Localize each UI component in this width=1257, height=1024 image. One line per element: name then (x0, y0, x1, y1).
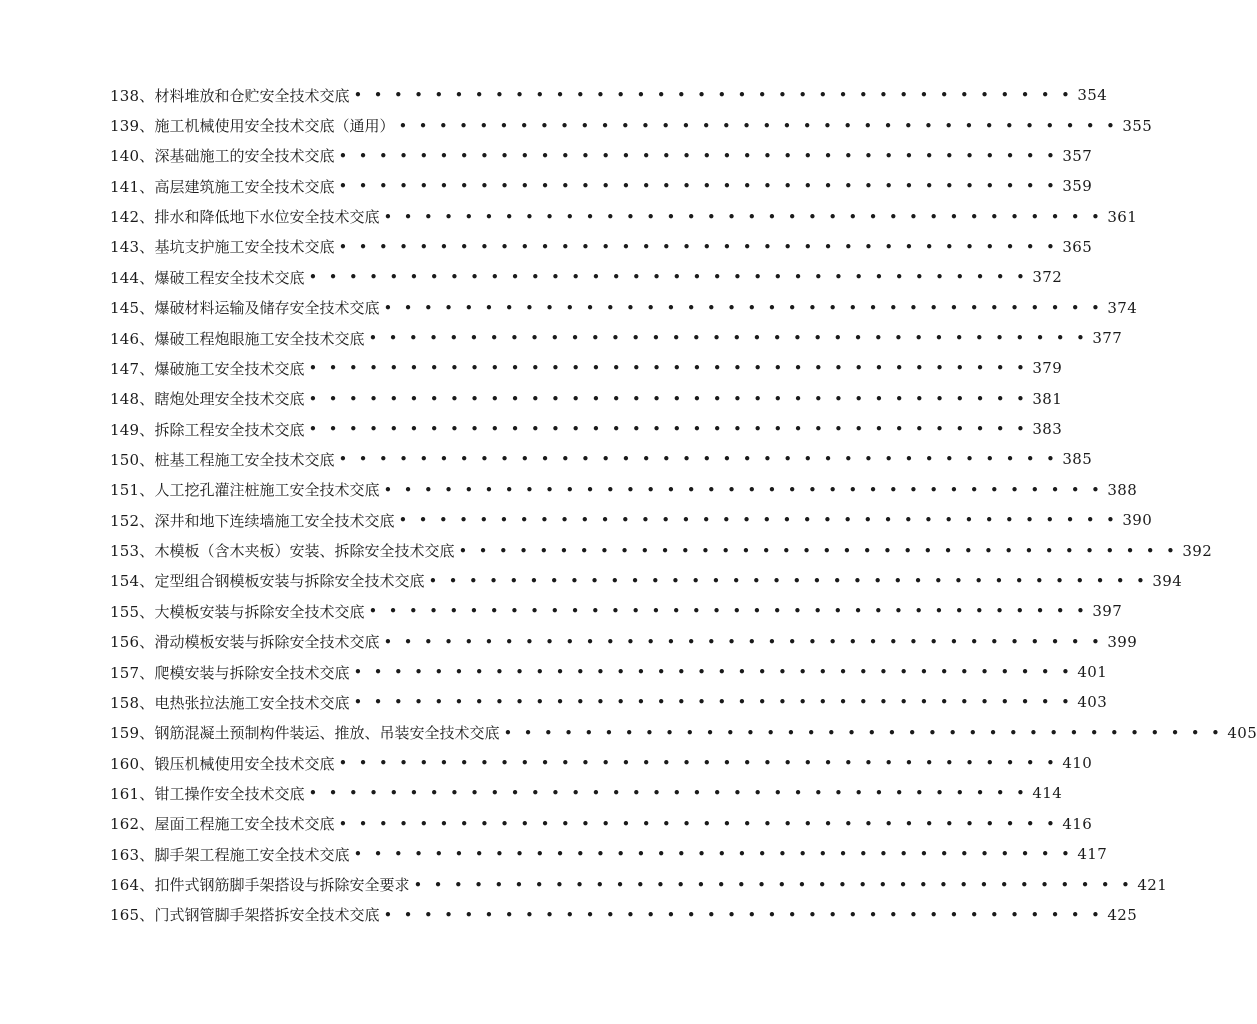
toc-entry-number: 155、 (110, 602, 155, 621)
toc-entry[interactable] (110, 353, 1063, 383)
toc-entry-title: 爆破施工安全技术交底 (154, 359, 305, 378)
toc-entry-page-number: 365 (1062, 237, 1093, 256)
toc-entry-number: 163、 (110, 845, 155, 864)
toc-entry[interactable] (110, 596, 1123, 626)
toc-entry-number: 160、 (110, 754, 155, 773)
toc-entry-page-number: 405 (1227, 723, 1257, 742)
toc-dot-leader: • • • • • • • • • • • • • • • • • • • • • • • • • • • • • • • • • • • • (368, 329, 1089, 348)
toc-dot-leader: • • • • • • • • • • • • • • • • • • • • • • • • • • • • • • • • • • • • (338, 177, 1059, 196)
toc-dot-leader: • • • • • • • • • • • • • • • • • • • • • • • • • • • • • • • • • • • • (338, 237, 1059, 256)
toc-entry-number: 154、 (110, 572, 155, 591)
toc-entry[interactable] (110, 809, 1093, 839)
toc-entry-number: 141、 (110, 177, 155, 196)
toc-entry-number: 158、 (110, 693, 155, 712)
toc-dot-leader: • • • • • • • • • • • • • • • • • • • • • • • • • • • • • • • • • • • • (383, 207, 1104, 226)
toc-entry-title: 瞎炮处理安全技术交底 (154, 390, 305, 409)
toc-entry-number: 148、 (110, 390, 155, 409)
toc-entry[interactable] (110, 839, 1108, 869)
toc-dot-leader: • • • • • • • • • • • • • • • • • • • • • • • • • • • • • • • • • • • • (353, 845, 1074, 864)
toc-entry-title: 定型组合钢模板安装与拆除安全技术交底 (154, 572, 425, 591)
toc-dot-leader: • • • • • • • • • • • • • • • • • • • • • • • • • • • • • • • • • • • • (398, 511, 1119, 530)
toc-entry[interactable] (110, 262, 1063, 292)
toc-entry-number: 161、 (110, 784, 155, 803)
toc-entry-number: 139、 (110, 117, 155, 136)
toc-entry-page-number: 390 (1122, 511, 1153, 530)
toc-dot-leader: • • • • • • • • • • • • • • • • • • • • • • • • • • • • • • • • • • • • (413, 875, 1134, 894)
toc-entry-page-number: 377 (1092, 329, 1123, 348)
toc-entry[interactable] (110, 414, 1063, 444)
toc-dot-leader: • • • • • • • • • • • • • • • • • • • • • • • • • • • • • • • • • • • • (353, 663, 1074, 681)
toc-dot-leader: • • • • • • • • • • • • • • • • • • • • • • • • • • • • • • • • • • • • (368, 602, 1089, 621)
toc-dot-leader: • • • • • • • • • • • • • • • • • • • • • • • • • • • • • • • • • • • • (338, 754, 1059, 773)
toc-entry-number: 159、 (110, 724, 155, 743)
toc-entry-title: 脚手架工程施工安全技术交底 (154, 845, 350, 864)
toc-entry-title: 钳工操作安全技术交底 (154, 784, 305, 803)
toc-entry-number: 156、 (110, 633, 155, 652)
toc-entry[interactable] (110, 748, 1093, 778)
toc-entry-number: 164、 (110, 876, 155, 895)
toc-dot-leader: • • • • • • • • • • • • • • • • • • • • • • • • • • • • • • • • • • • • (383, 298, 1104, 317)
toc-entry-number: 152、 (110, 511, 155, 530)
toc-entry[interactable] (110, 384, 1063, 414)
toc-dot-leader: • • • • • • • • • • • • • • • • • • • • • • • • • • • • • • • • • • • • (338, 450, 1059, 469)
toc-entry-page-number: 374 (1107, 298, 1138, 317)
toc-entry-page-number: 425 (1107, 905, 1138, 924)
toc-entry-title: 爆破工程安全技术交底 (154, 268, 305, 287)
toc-entry-title: 材料堆放和仓贮安全技术交底 (154, 86, 350, 105)
toc-entry-title: 拆除工程安全技术交底 (154, 420, 305, 439)
toc-entry-title: 深井和地下连续墙施工安全技术交底 (154, 511, 395, 530)
toc-dot-leader: • • • • • • • • • • • • • • • • • • • • • • • • • • • • • • • • • • • • (338, 146, 1059, 165)
toc-entry[interactable] (110, 293, 1138, 323)
toc-entry-title: 桩基工程施工安全技术交底 (154, 450, 335, 469)
toc-entry-number: 144、 (110, 268, 155, 287)
toc-entry-title: 门式钢管脚手架搭拆安全技术交底 (154, 906, 380, 925)
toc-entry[interactable] (110, 475, 1138, 505)
toc-entry-title: 大模板安装与拆除安全技术交底 (154, 602, 365, 621)
toc-entry-title: 深基础施工的安全技术交底 (154, 147, 335, 166)
toc-entry-number: 138、 (110, 86, 155, 105)
toc-dot-leader: • • • • • • • • • • • • • • • • • • • • • • • • • • • • • • • • • • • • (308, 420, 1029, 439)
toc-dot-leader: • • • • • • • • • • • • • • • • • • • • • • • • • • • • • • • • • • • • (308, 784, 1029, 803)
toc-entry-page-number: 410 (1062, 754, 1093, 773)
toc-entry-title: 人工挖孔灌注桩施工安全技术交底 (154, 481, 380, 500)
toc-entry-number: 165、 (110, 906, 155, 925)
toc-dot-leader: • • • • • • • • • • • • • • • • • • • • • • • • • • • • • • • • • • • • (428, 571, 1149, 590)
toc-entry-number: 149、 (110, 420, 155, 439)
toc-entry[interactable] (110, 869, 1168, 899)
toc-entry[interactable] (110, 566, 1183, 596)
toc-dot-leader: • • • • • • • • • • • • • • • • • • • • • • • • • • • • • • • • • • • • (308, 389, 1029, 408)
toc-entry-page-number: 414 (1032, 784, 1063, 803)
toc-entry-page-number: 357 (1062, 146, 1093, 165)
toc-entry-number: 143、 (110, 238, 155, 257)
toc-entry-number: 147、 (110, 359, 155, 378)
toc-dot-leader: • • • • • • • • • • • • • • • • • • • • • • • • • • • • • • • • • • • • (458, 541, 1179, 560)
toc-dot-leader: • • • • • • • • • • • • • • • • • • • • • • • • • • • • • • • • • • • • (383, 632, 1104, 651)
toc-entry-number: 150、 (110, 450, 155, 469)
toc-entry-number: 151、 (110, 481, 155, 500)
toc-entry-page-number: 394 (1152, 571, 1183, 590)
toc-entry-page-number: 417 (1077, 845, 1108, 864)
toc-dot-leader: • • • • • • • • • • • • • • • • • • • • • • • • • • • • • • • • • • • • (353, 693, 1074, 712)
toc-entry[interactable] (110, 718, 1257, 748)
toc-entry-page-number: 399 (1107, 632, 1138, 651)
toc-entry-title: 施工机械使用安全技术交底（通用） (154, 117, 395, 136)
toc-dot-leader: • • • • • • • • • • • • • • • • • • • • • • • • • • • • • • • • • • • • (308, 268, 1029, 287)
toc-entry-title: 爆破工程炮眼施工安全技术交底 (154, 329, 365, 348)
toc-entry-number: 157、 (110, 663, 155, 682)
toc-entry-page-number: 392 (1182, 541, 1213, 560)
toc-entry-page-number: 361 (1107, 207, 1138, 226)
toc-entry[interactable] (110, 201, 1138, 231)
toc-entry-title: 排水和降低地下水位安全技术交底 (154, 208, 380, 227)
toc-entry-number: 140、 (110, 147, 155, 166)
toc-entry-page-number: 385 (1062, 450, 1093, 469)
toc-entry[interactable] (110, 141, 1093, 171)
toc-entry-title: 屋面工程施工安全技术交底 (154, 815, 335, 834)
toc-entry[interactable] (110, 778, 1063, 808)
toc-entry-title: 木模板（含木夹板）安装、拆除安全技术交底 (154, 542, 455, 561)
toc-entry-title: 扣件式钢筋脚手架搭设与拆除安全要求 (154, 876, 410, 895)
toc-entry-number: 162、 (110, 815, 155, 834)
toc-entry-number: 153、 (110, 542, 155, 561)
toc-entry-page-number: 355 (1122, 116, 1153, 135)
toc-entry[interactable] (110, 657, 1108, 687)
toc-entry[interactable] (110, 626, 1138, 656)
toc-entry[interactable] (110, 687, 1108, 717)
toc-entry-page-number: 397 (1092, 602, 1123, 621)
toc-dot-leader: • • • • • • • • • • • • • • • • • • • • • • • • • • • • • • • • • • • • (383, 905, 1104, 924)
toc-entry-page-number: 379 (1032, 359, 1063, 378)
toc-entry-page-number: 354 (1077, 86, 1108, 105)
toc-entry-page-number: 403 (1077, 693, 1108, 712)
toc-entry-page-number: 359 (1062, 177, 1093, 196)
toc-entry-page-number: 416 (1062, 814, 1093, 833)
toc-entry-title: 电热张拉法施工安全技术交底 (154, 693, 350, 712)
toc-entry-page-number: 388 (1107, 480, 1138, 499)
toc-entry-title: 爬模安装与拆除安全技术交底 (154, 663, 350, 682)
toc-entry-page-number: 383 (1032, 420, 1063, 439)
toc-entry[interactable] (110, 232, 1093, 262)
toc-entry-page-number: 421 (1137, 875, 1168, 894)
table-of-contents (110, 80, 1257, 930)
toc-entry[interactable] (110, 505, 1153, 535)
toc-entry[interactable] (110, 535, 1213, 565)
toc-entry[interactable] (110, 110, 1153, 140)
toc-entry-title: 爆破材料运输及储存安全技术交底 (154, 299, 380, 318)
toc-entry-title: 钢筋混凝土预制构件装运、推放、吊装安全技术交底 (154, 724, 500, 743)
toc-entry-title: 锻压机械使用安全技术交底 (154, 754, 335, 773)
toc-dot-leader: • • • • • • • • • • • • • • • • • • • • • • • • • • • • • • • • • • • • (383, 480, 1104, 499)
toc-dot-leader: • • • • • • • • • • • • • • • • • • • • • • • • • • • • • • • • • • • • (308, 359, 1029, 378)
toc-entry[interactable] (110, 444, 1093, 474)
toc-entry[interactable] (110, 900, 1138, 930)
toc-dot-leader: • • • • • • • • • • • • • • • • • • • • • • • • • • • • • • • • • • • • (398, 116, 1119, 135)
toc-entry-page-number: 401 (1077, 663, 1108, 681)
toc-entry-page-number: 372 (1032, 268, 1063, 287)
toc-entry-number: 145、 (110, 299, 155, 318)
toc-entry-page-number: 381 (1032, 389, 1063, 408)
toc-dot-leader: • • • • • • • • • • • • • • • • • • • • • • • • • • • • • • • • • • • • (503, 723, 1224, 742)
toc-entry-title: 高层建筑施工安全技术交底 (154, 177, 335, 196)
toc-entry-number: 146、 (110, 329, 155, 348)
toc-entry-title: 基坑支护施工安全技术交底 (154, 238, 335, 257)
toc-dot-leader: • • • • • • • • • • • • • • • • • • • • • • • • • • • • • • • • • • • • (338, 814, 1059, 833)
toc-entry[interactable] (110, 323, 1123, 353)
toc-entry[interactable] (110, 171, 1093, 201)
toc-entry-title: 滑动模板安装与拆除安全技术交底 (154, 633, 380, 652)
toc-dot-leader: • • • • • • • • • • • • • • • • • • • • • • • • • • • • • • • • • • • • (353, 86, 1074, 105)
toc-entry-number: 142、 (110, 208, 155, 227)
toc-entry[interactable] (110, 80, 1108, 110)
